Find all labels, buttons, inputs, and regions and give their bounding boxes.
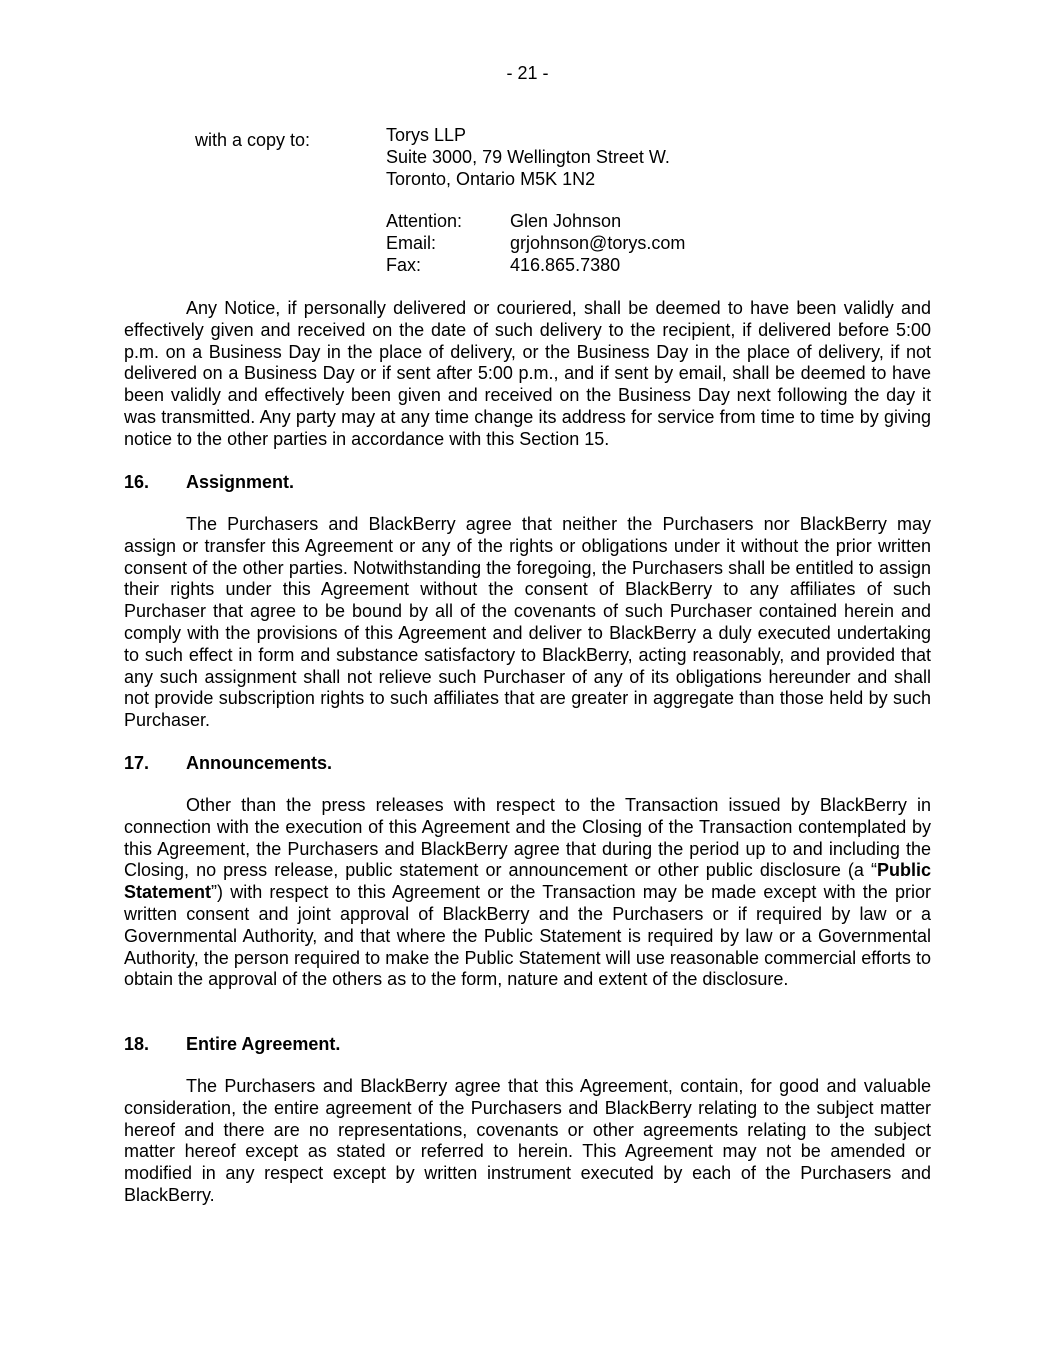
body-text: Other than the press releases with respect to the Transaction issued by BlackBerry in connection with the execution of this Agreement and the Closing of the Transaction contemplated by this Agreement, the Purchasers and BlackBerry agree that during the period up to and including the Closing, no press release, public statement or announcement or other public disclosure (a “: [124, 795, 931, 881]
contact-block: [386, 210, 685, 276]
contact-row-email: [386, 232, 685, 254]
contact-row-attention: [386, 210, 685, 232]
address-line: Torys LLP: [386, 125, 467, 145]
defined-term: Public Statement: [124, 860, 931, 903]
contact-label: Email:: [386, 233, 437, 253]
section-body-assignment: The Purchasers and BlackBerry agree that neither the Purchasers nor BlackBerry may assign or transfer this Agreement or any of the rights or obligations under it without the prior written consent of the other parties. Notwithstanding the foregoing, the Purchasers shall be entitled to assign their rights under this Agreement without the consent of BlackBerry to any affiliates of such Purchaser that agree to be bound by all of the covenants of such Purchaser contained herein and comply with the provisions of this Agreement and deliver to BlackBerry a duly executed undertaking to such effect in form and substance satisfactory to BlackBerry, acting reasonably, and provided that any such assignment shall not relieve such Purchaser of any of its obligations hereunder and shall not provide subscription rights to such affiliates that are greater in aggregate than those held by such Purchaser.: [124, 514, 931, 731]
section-body-announcements: [124, 795, 931, 991]
section-title: Assignment.: [186, 472, 295, 492]
section-title: Announcements.: [186, 753, 333, 773]
section-number: 17.: [124, 753, 150, 773]
body-text: ”) with respect to this Agreement or the Transaction may be made except with the prior written consent and joint approval of BlackBerry and the Purchasers or if required by law or a Governmental Authority, and that where the Public Statement is required by law or a Governmental Authority, the person required to make the Public Statement will use reasonable commercial efforts to obtain the approval of the others as to the form, nature and extent of the disclosure.: [124, 882, 931, 990]
contact-label: Attention:: [386, 211, 463, 231]
page-number: - 21 -: [506, 63, 549, 83]
address-line: Toronto, Ontario M5K 1N2: [386, 169, 596, 189]
contact-value: 416.865.7380: [510, 255, 621, 275]
copy-to-label: with a copy to:: [195, 130, 311, 150]
notice-paragraph: Any Notice, if personally delivered or couriered, shall be deemed to have been validly and effectively given and received on the date of such delivery to the recipient, if delivered before 5:00 p.m. on a Business Day in the place of delivery, or the Business Day in the place of delivery, if not delivered on a Business Day or if sent after 5:00 p.m., and if sent by email, shall be deemed to have been validly and effectively been given and received on the Business Day next following the day it was transmitted. Any party may at any time change its address for service from time to time by giving notice to the other parties in accordance with this Section 15.: [124, 298, 931, 449]
section-number: 18.: [124, 1034, 150, 1054]
section-heading-entire-agreement: [124, 1033, 340, 1055]
contact-label: Fax:: [386, 255, 422, 275]
section-title: Entire Agreement.: [186, 1034, 341, 1054]
contact-value: grjohnson@torys.com: [510, 233, 686, 253]
section-heading-assignment: [124, 471, 294, 493]
address-line: Suite 3000, 79 Wellington Street W.: [386, 147, 670, 167]
contact-row-fax: [386, 254, 685, 276]
section-heading-announcements: [124, 752, 332, 774]
contact-value: Glen Johnson: [510, 211, 622, 231]
section-body-entire-agreement: The Purchasers and BlackBerry agree that this Agreement, contain, for good and valuable consideration, the entire agreement of the Purchasers and BlackBerry relating to the subject matter hereof and there are no representations, covenants or other agreements relating to the subject matter hereof except as stated or referred to herein. This Agreement may not be amended or modified in any respect except by written instrument executed by each of the Purchasers and BlackBerry.: [124, 1076, 931, 1205]
copy-address-block: [386, 124, 670, 190]
section-number: 16.: [124, 472, 150, 492]
